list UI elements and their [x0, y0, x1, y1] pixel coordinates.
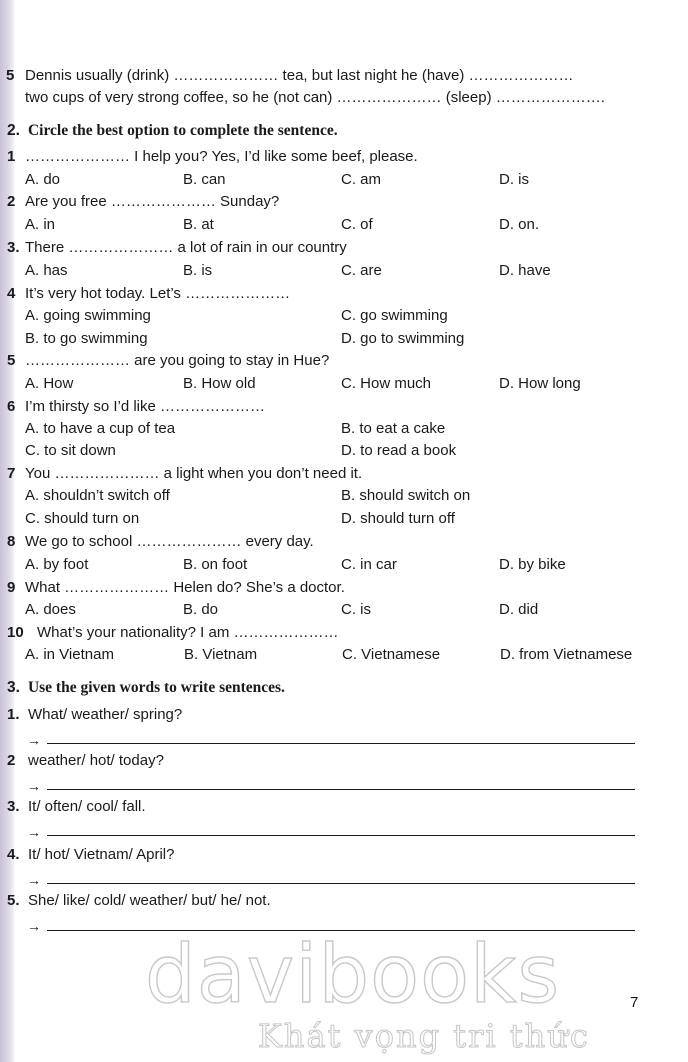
- mc-q2-option-c[interactable]: C. of: [341, 216, 373, 233]
- mc-q4-number: 4: [7, 285, 16, 302]
- mc-q5-number: 5: [7, 352, 16, 369]
- mc-q6-option-c[interactable]: C. to sit down: [25, 442, 116, 459]
- mc-q10-option-c[interactable]: C. Vietnamese: [342, 646, 441, 663]
- mc-q6-text: I’m thirsty so I’d like …………………: [25, 398, 266, 415]
- mc-q4-option-c[interactable]: C. go swimming: [341, 307, 448, 324]
- mc-q2-text: Are you free ………………… Sunday?: [25, 193, 280, 210]
- davibooks-watermark: davibooks: [145, 928, 561, 1021]
- mc-q6-option-a[interactable]: A. to have a cup of tea: [25, 420, 176, 437]
- watermark-tagline: Khát vọng tri thức: [258, 1017, 590, 1055]
- page-number: 7: [630, 994, 639, 1011]
- write-item-3-prompt: It/ often/ cool/ fall.: [28, 798, 146, 815]
- mc-q4-text: It’s very hot today. Let’s …………………: [25, 285, 291, 302]
- mc-q3-option-d[interactable]: D. have: [499, 262, 551, 279]
- mc-q8-text: We go to school ………………… every day.: [25, 533, 314, 550]
- mc-q5-option-b[interactable]: B. How old: [183, 375, 256, 392]
- write-item-4-number: 4.: [7, 846, 20, 863]
- mc-q7-option-b[interactable]: B. should switch on: [341, 487, 471, 504]
- mc-q5-option-c[interactable]: C. How much: [341, 375, 432, 392]
- write-item-1-answer-line[interactable]: [47, 743, 635, 744]
- mc-q1-text: ………………… I help you? Yes, I’d like some beef, please.: [25, 148, 418, 165]
- mc-q4-option-d[interactable]: D. go to swimming: [341, 330, 465, 347]
- write-item-3-number: 3.: [7, 798, 20, 815]
- mc-q4-option-a[interactable]: A. going swimming: [25, 307, 151, 324]
- mc-q7-option-d[interactable]: D. should turn off: [341, 510, 455, 527]
- write-item-1-number: 1.: [7, 706, 20, 723]
- mc-q7-text: You ………………… a light when you don’t need it.: [25, 465, 363, 482]
- write-item-5-prompt: She/ like/ cold/ weather/ but/ he/ not.: [28, 892, 271, 909]
- mc-q9-text: What ………………… Helen do? She’s a doctor.: [25, 579, 345, 596]
- mc-q3-number: 3.: [7, 239, 20, 256]
- mc-q3-option-a[interactable]: A. has: [25, 262, 68, 279]
- write-item-1-prompt: What/ weather/ spring?: [28, 706, 183, 723]
- mc-q2-option-a[interactable]: A. in: [25, 216, 56, 233]
- arrow-icon: →: [27, 732, 41, 748]
- mc-q10-number: 10: [7, 624, 24, 641]
- mc-q6-option-d[interactable]: D. to read a book: [341, 442, 457, 459]
- mc-q1-option-d[interactable]: D. is: [499, 171, 529, 188]
- mc-q8-option-b[interactable]: B. on foot: [183, 556, 248, 573]
- mc-q1-number: 1: [7, 148, 16, 165]
- mc-q1-option-c[interactable]: C. am: [341, 171, 382, 188]
- mc-q10-option-b[interactable]: B. Vietnam: [184, 646, 258, 663]
- write-item-2-number: 2: [7, 752, 16, 769]
- arrow-icon: →: [27, 824, 41, 840]
- mc-q9-number: 9: [7, 579, 16, 596]
- mc-q6-option-b[interactable]: B. to eat a cake: [341, 420, 446, 437]
- section-2-title: Circle the best option to complete the sentence.: [27, 122, 338, 139]
- mc-q8-option-c[interactable]: C. in car: [341, 556, 397, 573]
- write-item-2-prompt: weather/ hot/ today?: [28, 752, 164, 769]
- mc-q9-option-b[interactable]: B. do: [183, 601, 219, 618]
- mc-q5-text: ………………… are you going to stay in Hue?: [25, 352, 330, 369]
- mc-q2-number: 2: [7, 193, 16, 210]
- mc-q3-option-c[interactable]: C. are: [341, 262, 382, 279]
- mc-q9-option-c[interactable]: C. is: [341, 601, 371, 618]
- section-2-number: 2.: [7, 122, 20, 139]
- q5-number: 5: [6, 67, 15, 84]
- q5-line-2: two cups of very strong coffee, so he (not can) ………………… (sleep) ………………….: [25, 89, 605, 106]
- mc-q10-option-d[interactable]: D. from Vietnamese: [500, 646, 633, 663]
- mc-q9-option-d[interactable]: D. did: [499, 601, 539, 618]
- mc-q5-option-d[interactable]: D. How long: [499, 375, 581, 392]
- mc-q2-option-d[interactable]: D. on.: [499, 216, 540, 233]
- mc-q7-number: 7: [7, 465, 16, 482]
- mc-q7-option-a[interactable]: A. shouldn’t switch off: [25, 487, 170, 504]
- q5-line-1: Dennis usually (drink) ………………… tea, but last night he (have) …………………: [25, 67, 574, 84]
- write-item-5-number: 5.: [7, 892, 20, 909]
- mc-q10-option-a[interactable]: A. in Vietnam: [25, 646, 114, 663]
- mc-q8-option-a[interactable]: A. by foot: [25, 556, 89, 573]
- section-3-heading: [7, 679, 285, 697]
- arrow-icon: →: [27, 778, 41, 794]
- mc-q3-option-b[interactable]: B. is: [183, 262, 213, 279]
- mc-q2-option-b[interactable]: B. at: [183, 216, 214, 233]
- write-item-4-prompt: It/ hot/ Vietnam/ April?: [28, 846, 175, 863]
- mc-q7-option-c[interactable]: C. should turn on: [25, 510, 140, 527]
- arrow-icon: →: [27, 918, 41, 934]
- mc-q6-number: 6: [7, 398, 16, 415]
- section-2-heading: [7, 122, 338, 140]
- section-3-title: Use the given words to write sentences.: [27, 679, 285, 696]
- write-item-3-answer-line[interactable]: [47, 835, 635, 836]
- mc-q1-option-a[interactable]: A. do: [25, 171, 61, 188]
- section-3-number: 3.: [7, 679, 20, 696]
- mc-q4-option-b[interactable]: B. to go swimming: [25, 330, 148, 347]
- mc-q8-option-d[interactable]: D. by bike: [499, 556, 566, 573]
- write-item-4-answer-line[interactable]: [47, 883, 635, 884]
- write-item-2-answer-line[interactable]: [47, 789, 635, 790]
- mc-q1-option-b[interactable]: B. can: [183, 171, 226, 188]
- mc-q5-option-a[interactable]: A. How: [25, 375, 74, 392]
- mc-q3-text: There ………………… a lot of rain in our country: [25, 239, 347, 256]
- arrow-icon: →: [27, 872, 41, 888]
- mc-q9-option-a[interactable]: A. does: [25, 601, 76, 618]
- mc-q10-text: What’s your nationality? I am …………………: [37, 624, 339, 641]
- mc-q8-number: 8: [7, 533, 16, 550]
